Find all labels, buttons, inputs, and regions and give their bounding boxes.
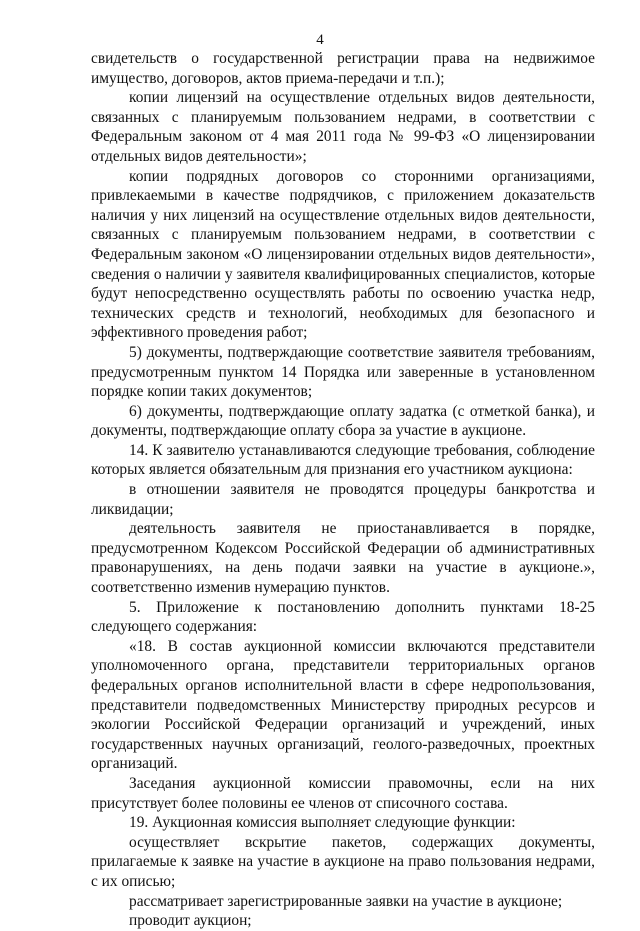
paragraph-4: 5) документы, подтверждающие соответствие заявителя требованиям, предусмотренным пунктом 14 Порядка или заверенные в установленном порядке копии таких документов; [91,343,595,401]
paragraph-10: «18. В состав аукционной комиссии включаются представители уполномоченного органа, представители территориальных органов федеральных органов исполнительной власти в сфере недропользования, представители подведомственных Министерству природных ресурсов и экологии Российской Федерации организаций и учреждений, иных государственных научных организаций, геолого-разведочных, проектных организаций. [91,637,595,773]
paragraph-7: в отношении заявителя не проводятся процедуры банкротства и ликвидации; [91,481,595,518]
paragraph-15: проводит аукцион; [129,912,252,930]
paragraph-11: Заседания аукционной комиссии правомочны, если на них присутствует более половины ее членов от списочного состава. [91,774,595,812]
paragraph-6: 14. К заявителю устанавливаются следующие требования, соблюдение которых является обязательным для признания его участником аукциона: [91,441,595,479]
paragraph-3: копии подрядных договоров со сторонними организациями, привлекаемыми в качестве подрядчиков, с приложением доказательств наличия у них лицензий на осуществление отдельных видов деятельности, связанных с планируемым пользованием недрами, в соответствии с Федеральным законом «О лицензировании отдельных видов деятельности», сведения о наличии у заявителя квалифицированных специалистов, которые будут непосредственно осуществлять работы по освоению участка недр, технических средств и технологий, необходимых для безопасного и эффективного проведения работ; [91,167,595,342]
paragraph-13: осуществляет вскрытие пакетов, содержащих документы, прилагаемые к заявке на участие в аукционе на право пользования недрами, с их описью; [91,833,595,890]
paragraph-14: рассматривает зарегистрированные заявки на участие в аукционе; [129,892,563,910]
paragraph-8: деятельность заявителя не приостанавливается в порядке, предусмотренном Кодексом Российской Федерации об административных правонарушениях, на день подачи заявки на участие в аукционе.», соответственно изменив нумерацию пунктов. [91,520,595,597]
page-number: 4 [316,32,324,48]
document-body [91,49,595,931]
paragraph-5: 6) документы, подтверждающие оплату задатка (с отметкой банка), и документы, подтверждающие оплату сбора за участие в аукционе. [91,402,595,440]
paragraph-2: копии лицензий на осуществление отдельных видов деятельности, связанных с планируемым пользованием недрами, в соответствии с Федеральным законом от 4 мая 2011 года № 99-ФЗ «О лицензировании отдельных видов деятельности»; [91,89,595,165]
paragraph-1: свидетельств о государственной регистрации права на недвижимое имущество, договоров, актов приема-передачи и т.п.); [91,50,595,87]
paragraph-9: 5. Приложение к постановлению дополнить пунктами 18-25 следующего содержания: [91,598,595,636]
paragraph-12: 19. Аукционная комиссия выполняет следующие функции: [129,814,516,832]
